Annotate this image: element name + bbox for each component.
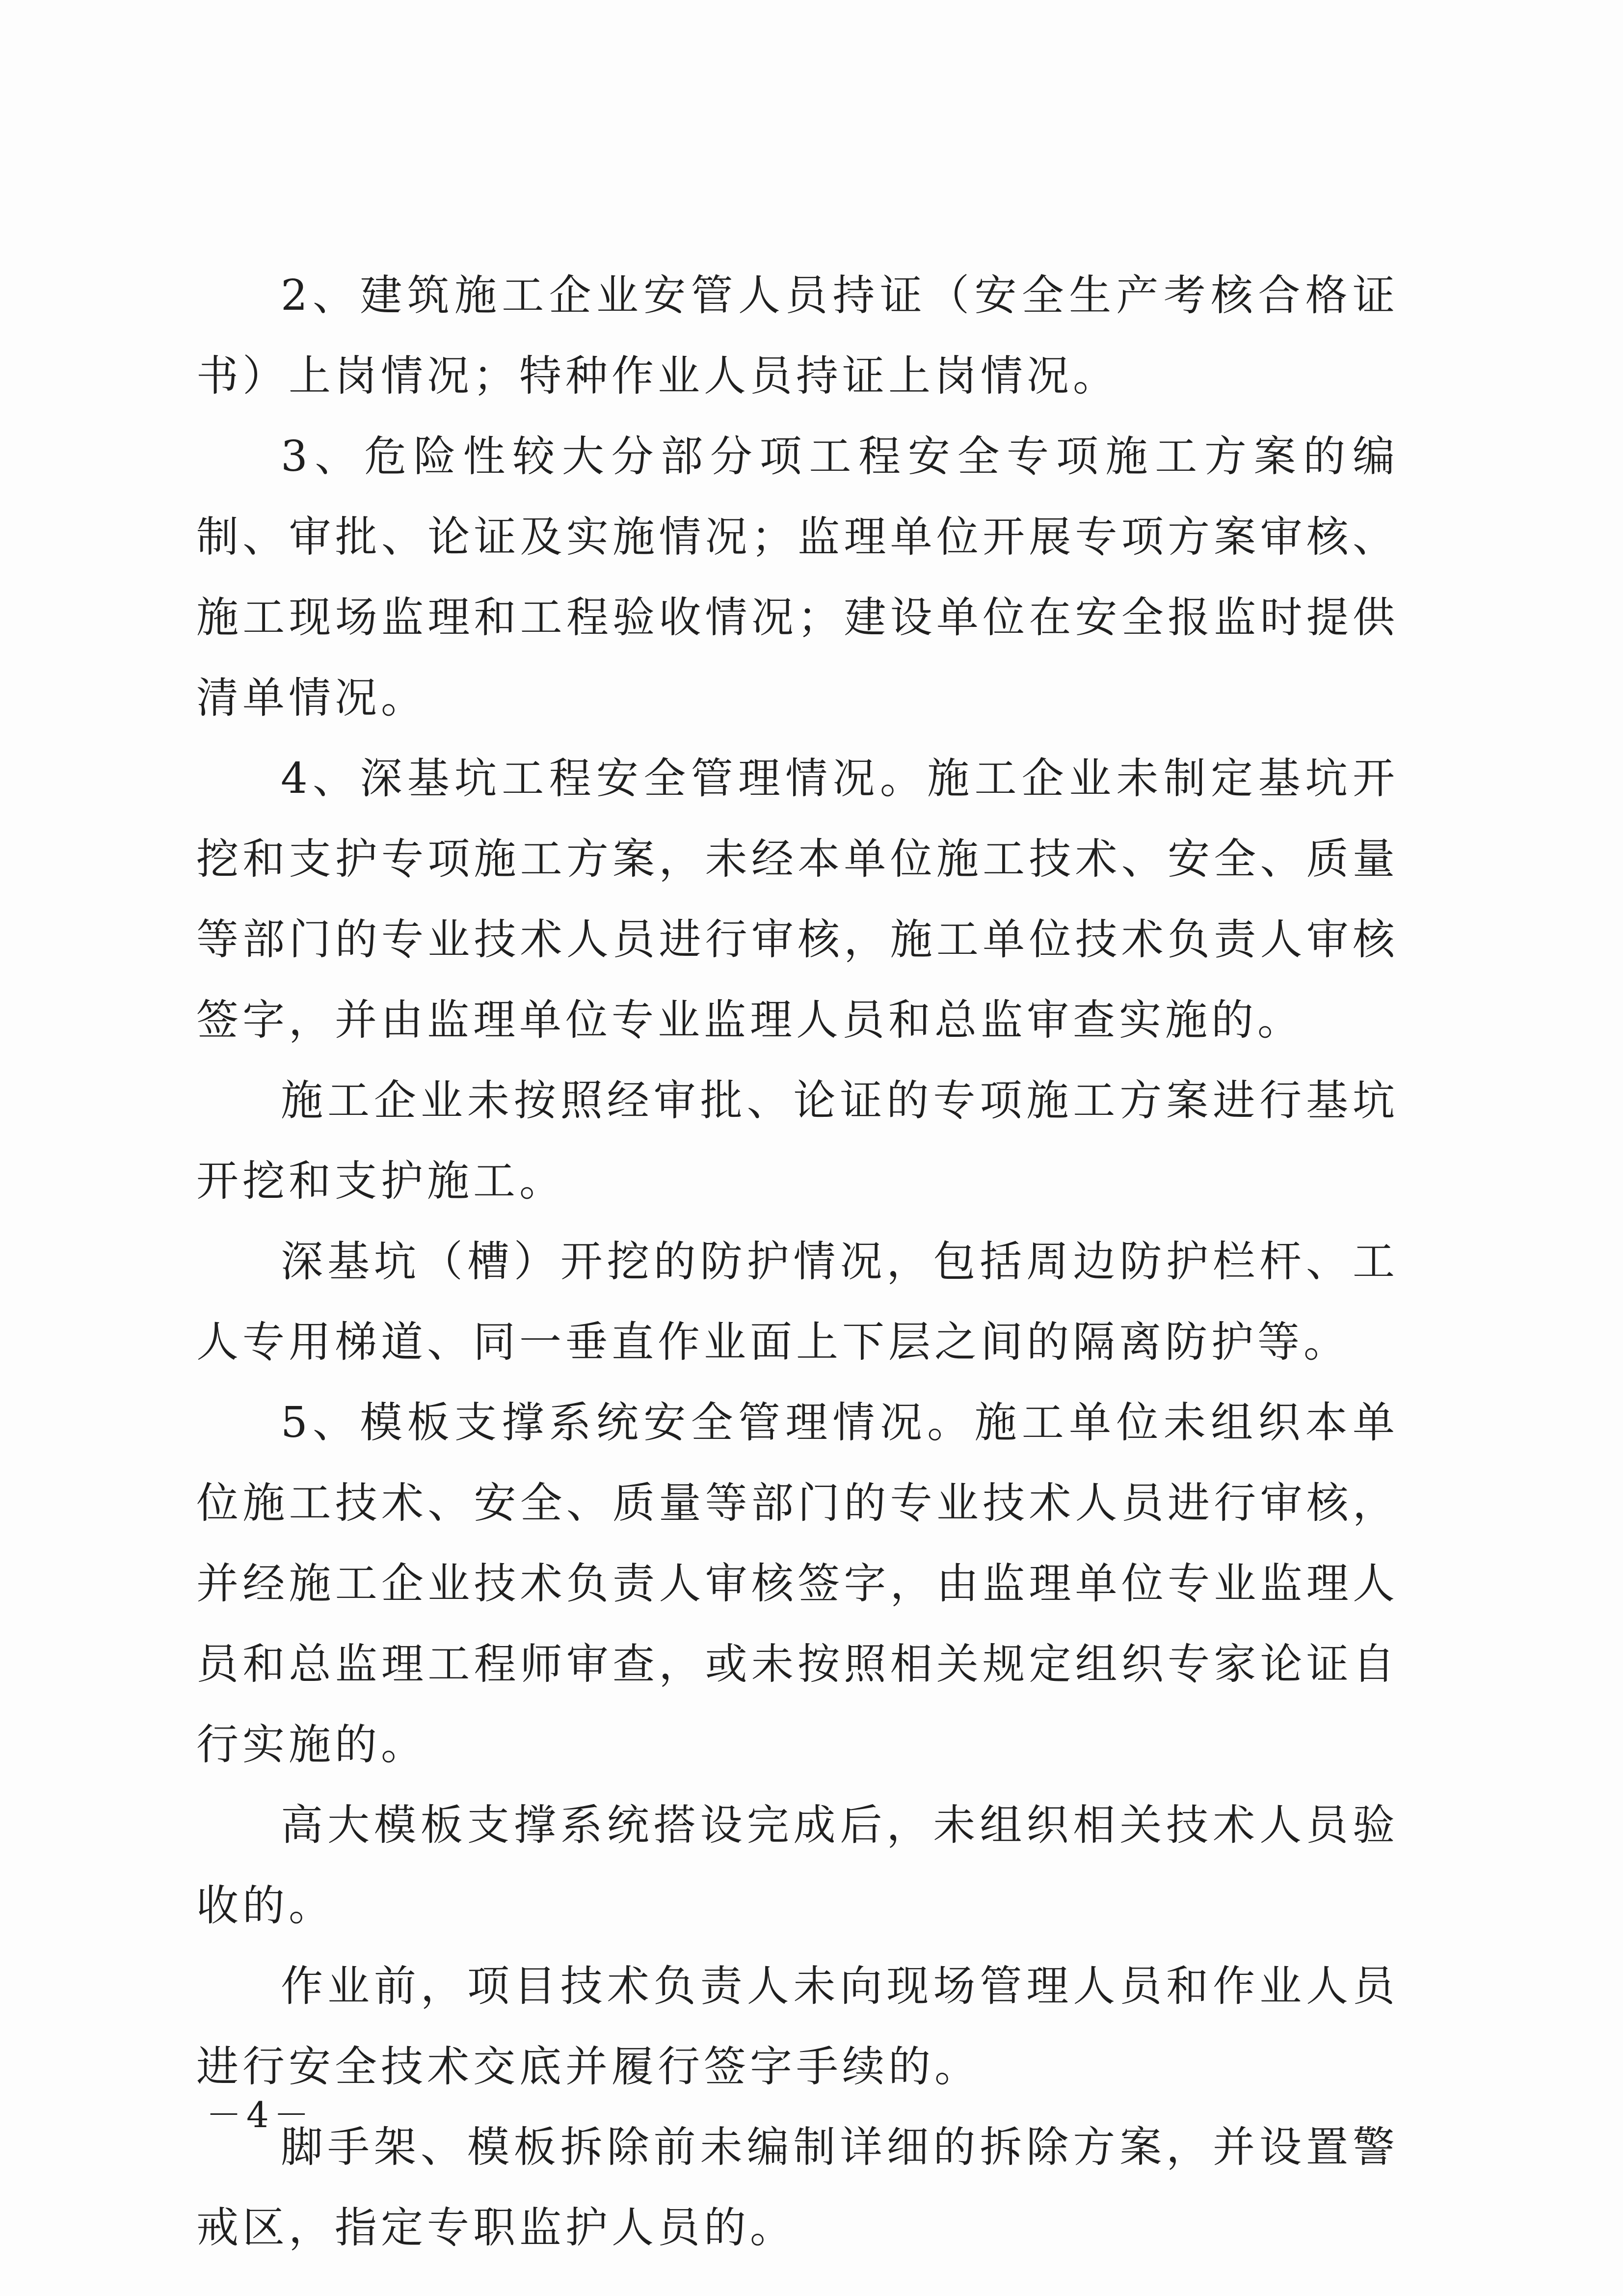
paragraph-excavation-plan: 施工企业未按照经审批、论证的专项施工方案进行基坑开挖和支护施工。: [196, 1076, 1399, 1206]
paragraph-dismantling: 脚手架、模板拆除前未编制详细的拆除方案，并设置警戒区，指定专职监护人员的。: [196, 2123, 1399, 2252]
paragraph-item-4: 4、深基坑工程安全管理情况。施工企业未制定基坑开挖和支护专项施工方案，未经本单位施工技术、安全、质量等部门的专业技术人员进行审核，施工单位技术负责人审核签字，并由监理单位专业监理人员和总监审查实施的。: [196, 754, 1399, 1045]
paragraph-item-5: 5、模板支撑系统安全管理情况。施工单位未组织本单位施工技术、安全、质量等部门的专业技术人员进行审核，并经施工企业技术负责人审核签字，由监理单位专业监理人员和总监理工程师审查，或未按照相关规定组织专家论证自行实施的。: [196, 1398, 1399, 1769]
page-number: －4－: [206, 2094, 314, 2135]
paragraph-item-2: 2、建筑施工企业安管人员持证（安全生产考核合格证书）上岗情况；特种作业人员持证上岗情况。: [196, 271, 1399, 401]
paragraph-excavation-protection: 深基坑（槽）开挖的防护情况，包括周边防护栏杆、工人专用梯道、同一垂直作业面上下层之间的隔离防护等。: [196, 1237, 1399, 1367]
paragraph-item-3: 3、危险性较大分部分项工程安全专项施工方案的编制、审批、论证及实施情况；监理单位开展专项方案审核、施工现场监理和工程验收情况；建设单位在安全报监时提供清单情况。: [196, 432, 1399, 723]
paragraph-acceptance: 高大模板支撑系统搭设完成后，未组织相关技术人员验收的。: [196, 1801, 1399, 1930]
body-text: [196, 255, 1399, 2268]
paragraph-briefing: 作业前，项目技术负责人未向现场管理人员和作业人员进行安全技术交底并履行签字手续的。: [196, 1962, 1399, 2091]
